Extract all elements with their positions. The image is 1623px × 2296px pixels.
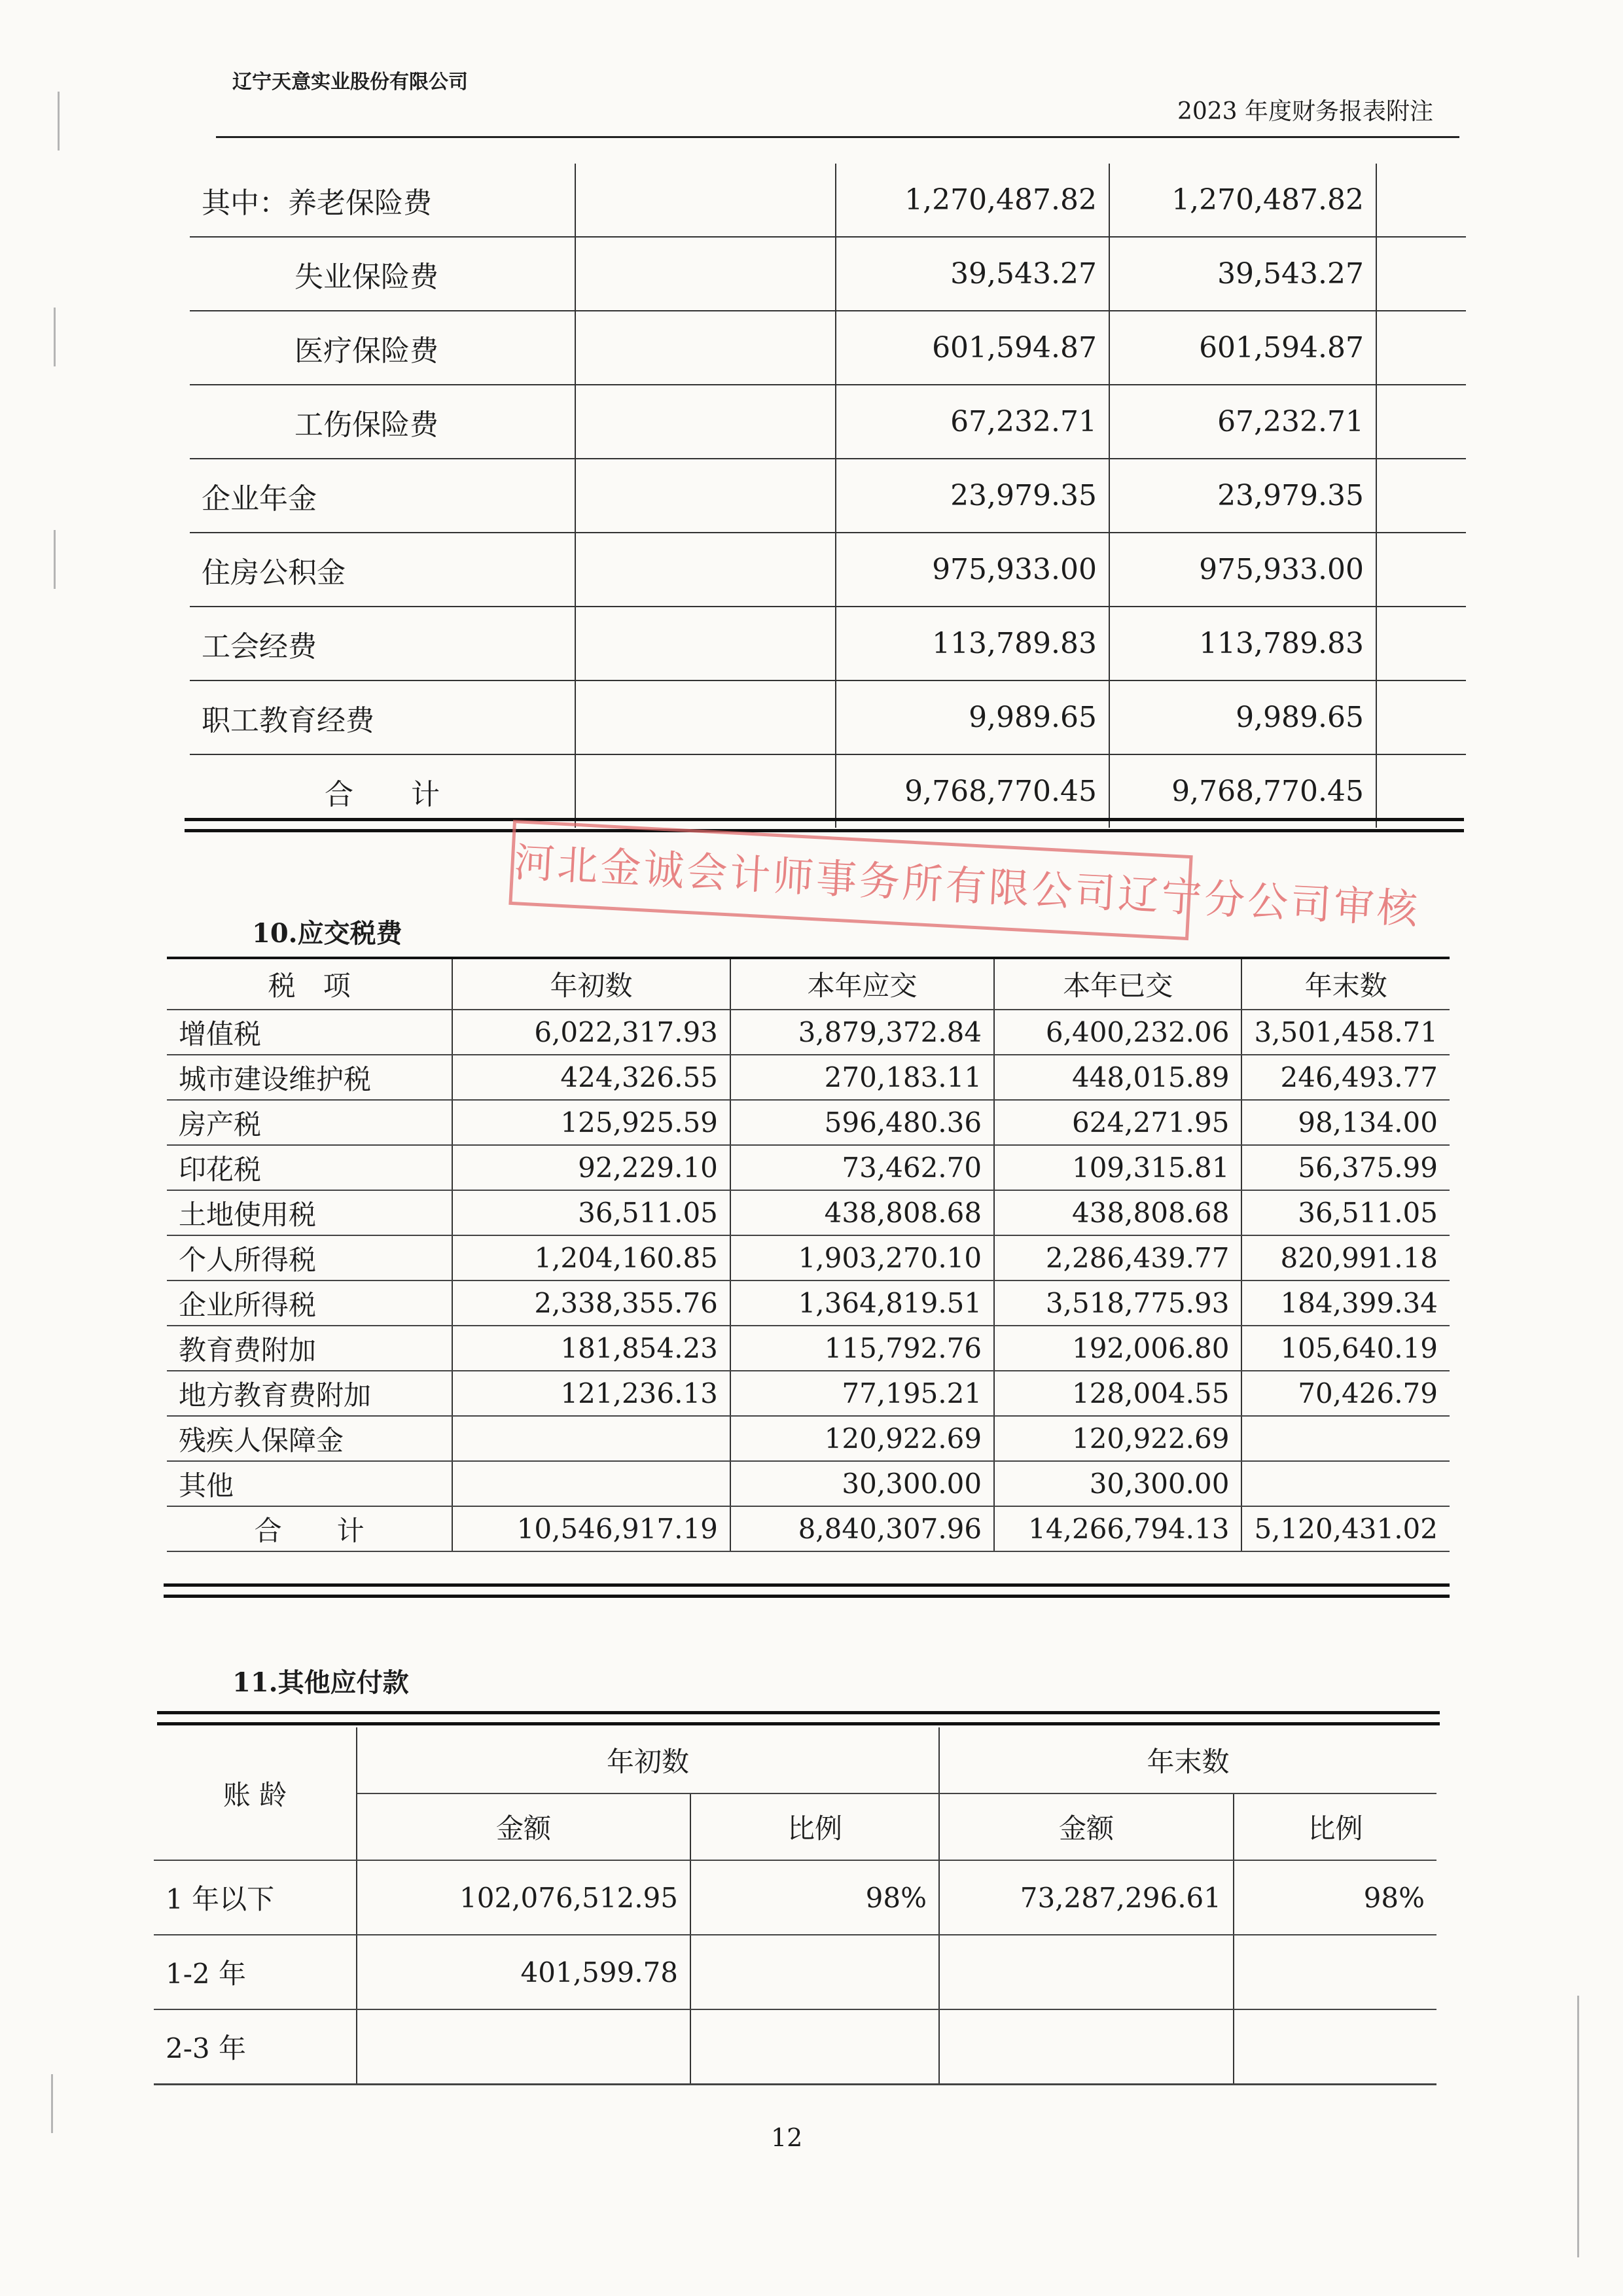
table-row — [167, 1235, 1450, 1280]
cell: 23,979.35 — [836, 459, 1109, 533]
cell: 1,364,819.51 — [730, 1280, 994, 1326]
cell: 39,543.27 — [1109, 237, 1376, 311]
cell — [575, 459, 836, 533]
cell — [1376, 311, 1466, 385]
cell: 70,426.79 — [1241, 1371, 1450, 1416]
age-label: 1-2 年 — [154, 1935, 357, 2009]
group-header-end: 年末数 — [939, 1727, 1436, 1793]
tax-item: 企业所得税 — [167, 1280, 452, 1326]
table-row — [190, 164, 1466, 237]
table-row — [154, 2009, 1436, 2085]
taxes-payable-table — [167, 957, 1450, 1552]
cell: 92,229.10 — [452, 1145, 730, 1190]
total-row — [167, 1506, 1450, 1551]
header-row — [167, 958, 1450, 1010]
cell: 438,808.68 — [730, 1190, 994, 1235]
age-label: 1 年以下 — [154, 1860, 357, 1935]
cell: 30,300.00 — [730, 1461, 994, 1506]
margin-mark — [54, 308, 56, 366]
table-bottom-rule — [185, 818, 1464, 832]
employee-benefits-table — [190, 164, 1466, 828]
report-title: 2023 年度财务报表附注 — [1177, 98, 1433, 125]
cell: 820,991.18 — [1241, 1235, 1450, 1280]
cell — [1376, 754, 1466, 828]
cell — [1376, 680, 1466, 754]
cell — [690, 1935, 939, 2009]
row-label: 企业年金 — [190, 459, 575, 533]
cell: 121,236.13 — [452, 1371, 730, 1416]
margin-mark — [51, 2074, 53, 2133]
company-name: 辽宁天意实业股份有限公司 — [232, 71, 468, 94]
cell — [1376, 607, 1466, 680]
total-row — [190, 754, 1466, 828]
audit-stamp: 河北金诚会计师事务所有限公司辽宁分公司审核 — [508, 820, 1192, 940]
cell: 2,338,355.76 — [452, 1280, 730, 1326]
cell — [690, 2009, 939, 2085]
cell: 424,326.55 — [452, 1055, 730, 1100]
cell: 128,004.55 — [994, 1371, 1241, 1416]
cell: 113,789.83 — [836, 607, 1109, 680]
cell — [1234, 2009, 1436, 2085]
table-row — [167, 1461, 1450, 1506]
table-row — [167, 1100, 1450, 1145]
page-number: 12 — [771, 2123, 803, 2152]
column-header: 税 项 — [167, 958, 452, 1010]
cell: 601,594.87 — [1109, 311, 1376, 385]
table-row — [167, 1416, 1450, 1461]
other-payables-table — [154, 1727, 1436, 2085]
tax-item: 城市建设维护税 — [167, 1055, 452, 1100]
cell: 184,399.34 — [1241, 1280, 1450, 1326]
cell — [1241, 1416, 1450, 1461]
cell: 67,232.71 — [1109, 385, 1376, 459]
cell — [575, 607, 836, 680]
row-label: 职工教育经费 — [190, 680, 575, 754]
cell: 30,300.00 — [994, 1461, 1241, 1506]
row-label: 医疗保险费 — [190, 311, 575, 385]
cell: 596,480.36 — [730, 1100, 994, 1145]
total-label: 合 计 — [167, 1506, 452, 1551]
cell — [575, 680, 836, 754]
cell: 23,979.35 — [1109, 459, 1376, 533]
cell — [575, 385, 836, 459]
cell: 113,789.83 — [1109, 607, 1376, 680]
cell — [1376, 385, 1466, 459]
cell: 624,271.95 — [994, 1100, 1241, 1145]
cell: 36,511.05 — [452, 1190, 730, 1235]
header-row — [154, 1727, 1436, 1793]
cell — [1376, 164, 1466, 237]
cell: 5,120,431.02 — [1241, 1506, 1450, 1551]
margin-mark — [58, 92, 60, 150]
cell — [575, 754, 836, 828]
cell: 9,989.65 — [836, 680, 1109, 754]
total-label: 合 计 — [190, 754, 575, 828]
ratio-header: 比例 — [1234, 1793, 1436, 1860]
cell: 98% — [1234, 1860, 1436, 1935]
cell — [575, 311, 836, 385]
cell — [575, 237, 836, 311]
margin-mark — [1577, 1996, 1579, 2257]
cell — [1376, 459, 1466, 533]
cell: 73,462.70 — [730, 1145, 994, 1190]
cell — [1234, 1935, 1436, 2009]
amount-header: 金额 — [357, 1793, 690, 1860]
header-rule — [216, 136, 1459, 138]
table-row — [167, 1371, 1450, 1416]
section-title-other-payables: 11.其他应付款 — [232, 1667, 409, 1698]
column-header: 年初数 — [452, 958, 730, 1010]
tax-item: 房产税 — [167, 1100, 452, 1145]
cell: 56,375.99 — [1241, 1145, 1450, 1190]
tax-item: 地方教育费附加 — [167, 1371, 452, 1416]
cell — [575, 533, 836, 607]
cell: 105,640.19 — [1241, 1326, 1450, 1371]
cell: 1,270,487.82 — [836, 164, 1109, 237]
table-row — [190, 680, 1466, 754]
tax-item: 印花税 — [167, 1145, 452, 1190]
table-row — [190, 533, 1466, 607]
cell: 975,933.00 — [1109, 533, 1376, 607]
table-row — [167, 1190, 1450, 1235]
tax-item: 其他 — [167, 1461, 452, 1506]
table-row — [154, 1935, 1436, 2009]
tax-item: 增值税 — [167, 1010, 452, 1055]
cell: 601,594.87 — [836, 311, 1109, 385]
row-label: 其中：养老保险费 — [190, 164, 575, 237]
cell: 192,006.80 — [994, 1326, 1241, 1371]
column-header: 本年已交 — [994, 958, 1241, 1010]
margin-mark — [54, 530, 56, 589]
table-row — [190, 607, 1466, 680]
table-row — [167, 1055, 1450, 1100]
cell: 3,518,775.93 — [994, 1280, 1241, 1326]
section-title-taxes: 10.应交税费 — [252, 918, 402, 949]
cell: 98,134.00 — [1241, 1100, 1450, 1145]
age-header: 账 龄 — [154, 1727, 357, 1860]
tax-item: 土地使用税 — [167, 1190, 452, 1235]
cell: 448,015.89 — [994, 1055, 1241, 1100]
cell: 39,543.27 — [836, 237, 1109, 311]
cell — [575, 164, 836, 237]
tax-item: 个人所得税 — [167, 1235, 452, 1280]
cell: 9,768,770.45 — [1109, 754, 1376, 828]
table-row — [167, 1145, 1450, 1190]
cell: 438,808.68 — [994, 1190, 1241, 1235]
age-label: 2-3 年 — [154, 2009, 357, 2085]
cell: 2,286,439.77 — [994, 1235, 1241, 1280]
cell: 36,511.05 — [1241, 1190, 1450, 1235]
column-header: 本年应交 — [730, 958, 994, 1010]
table-row — [190, 237, 1466, 311]
table-row — [190, 311, 1466, 385]
cell — [452, 1461, 730, 1506]
cell: 98% — [690, 1860, 939, 1935]
cell: 73,287,296.61 — [939, 1860, 1234, 1935]
table-row — [167, 1010, 1450, 1055]
table-row — [190, 459, 1466, 533]
group-header-begin: 年初数 — [357, 1727, 939, 1793]
cell: 9,989.65 — [1109, 680, 1376, 754]
column-header: 年末数 — [1241, 958, 1450, 1010]
cell: 115,792.76 — [730, 1326, 994, 1371]
cell: 1,903,270.10 — [730, 1235, 994, 1280]
cell: 6,400,232.06 — [994, 1010, 1241, 1055]
cell: 8,840,307.96 — [730, 1506, 994, 1551]
cell: 975,933.00 — [836, 533, 1109, 607]
cell — [1241, 1461, 1450, 1506]
table-row — [167, 1326, 1450, 1371]
table-row — [190, 385, 1466, 459]
amount-header: 金额 — [939, 1793, 1234, 1860]
cell: 109,315.81 — [994, 1145, 1241, 1190]
row-label: 住房公积金 — [190, 533, 575, 607]
cell: 102,076,512.95 — [357, 1860, 690, 1935]
cell: 270,183.11 — [730, 1055, 994, 1100]
cell — [939, 2009, 1234, 2085]
cell: 9,768,770.45 — [836, 754, 1109, 828]
row-label: 工会经费 — [190, 607, 575, 680]
tax-item: 残疾人保障金 — [167, 1416, 452, 1461]
cell: 3,501,458.71 — [1241, 1010, 1450, 1055]
cell: 10,546,917.19 — [452, 1506, 730, 1551]
cell: 6,022,317.93 — [452, 1010, 730, 1055]
table-row — [154, 1860, 1436, 1935]
table-top-rule — [157, 1711, 1440, 1725]
cell: 3,879,372.84 — [730, 1010, 994, 1055]
table-row — [167, 1280, 1450, 1326]
cell: 120,922.69 — [730, 1416, 994, 1461]
cell: 1,204,160.85 — [452, 1235, 730, 1280]
cell: 67,232.71 — [836, 385, 1109, 459]
cell: 1,270,487.82 — [1109, 164, 1376, 237]
cell: 401,599.78 — [357, 1935, 690, 2009]
cell — [357, 2009, 690, 2085]
row-label: 失业保险费 — [190, 237, 575, 311]
cell: 120,922.69 — [994, 1416, 1241, 1461]
cell — [939, 1935, 1234, 2009]
tax-item: 教育费附加 — [167, 1326, 452, 1371]
cell: 125,925.59 — [452, 1100, 730, 1145]
cell: 77,195.21 — [730, 1371, 994, 1416]
row-label: 工伤保险费 — [190, 385, 575, 459]
cell — [1376, 237, 1466, 311]
cell: 246,493.77 — [1241, 1055, 1450, 1100]
cell: 181,854.23 — [452, 1326, 730, 1371]
cell — [452, 1416, 730, 1461]
cell — [1376, 533, 1466, 607]
ratio-header: 比例 — [690, 1793, 939, 1860]
table-bottom-rule — [164, 1583, 1450, 1598]
cell: 14,266,794.13 — [994, 1506, 1241, 1551]
